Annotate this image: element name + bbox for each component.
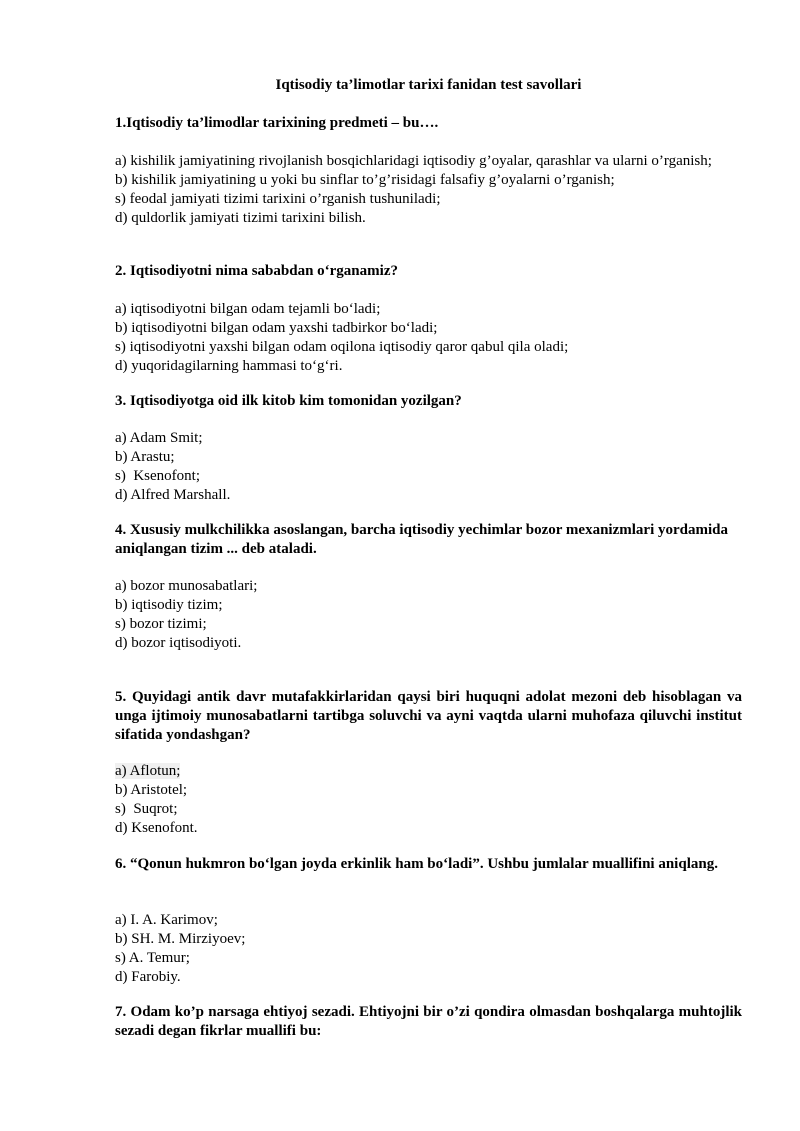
question-4-options [115, 577, 742, 653]
option-s: s) iqtisodiyotni yaxshi bilgan odam oqilona iqtisodiy qaror qabul qila oladi; [115, 339, 569, 355]
option-b: b) Arastu; [115, 449, 175, 465]
option-s: s) Suqrot; [115, 801, 178, 817]
question-6: 6. “Qonun hukmron bo‘lgan joyda erkinlik ham bo‘ladi”. Ushbu jumlalar muallifini aniqlang. [115, 856, 718, 872]
option-a: a) I. A. Karimov; [115, 912, 218, 928]
page-title: Iqtisodiy ta’limotlar tarixi fanidan test savollari [275, 77, 582, 93]
option-d: d) bozor iqtisodiyoti. [115, 635, 242, 651]
option-b: b) SH. M. Mirziyoev; [115, 931, 246, 947]
option-d: d) Ksenofont. [115, 820, 198, 836]
option-s: s) Ksenofont; [115, 468, 200, 484]
option-b: b) Aristotel; [115, 782, 188, 798]
option-d: d) yuqoridagilarning hammasi to‘g‘ri. [115, 358, 343, 374]
option-d: d) Farobiy. [115, 969, 181, 985]
question-2-options [115, 300, 742, 376]
option-a: a) bozor munosabatlari; [115, 578, 258, 594]
option-b: b) kishilik jamiyatining u yoki bu sinflar to’g’risidagi falsafiy g’oyalarni o’rganish; [115, 172, 615, 188]
option-a: a) kishilik jamiyatining rivojlanish bosqichlaridagi iqtisodiy g’oyalar, qarashlar va ularni o’rganish; [115, 153, 712, 169]
question-6-options [115, 911, 742, 987]
option-d: d) Alfred Marshall. [115, 487, 231, 503]
question-1-options [115, 152, 742, 228]
option-a: a) iqtisodiyotni bilgan odam tejamli bo‘ladi; [115, 301, 381, 317]
question-7: 7. Odam ko’p narsaga ehtiyoj sezadi. Ehtiyojni bir o’zi qondira olmasdan boshqalarga muhtojlik sezadi degan fikrlar muallifi bu: [115, 1004, 742, 1039]
option-d: d) quldorlik jamiyati tizimi tarixini bilish. [115, 210, 366, 226]
option-b: b) iqtisodiy tizim; [115, 597, 223, 613]
question-3: 3. Iqtisodiyotga oid ilk kitob kim tomonidan yozilgan? [115, 393, 462, 409]
option-s: s) A. Temur; [115, 950, 190, 966]
question-5-options [115, 762, 742, 838]
option-a: a) Aflotun; [115, 763, 181, 779]
option-b: b) iqtisodiyotni bilgan odam yaxshi tadbirkor bo‘ladi; [115, 320, 438, 336]
question-4: 4. Xususiy mulkchilikka asoslangan, barcha iqtisodiy yechimlar bozor mexanizmlari yordamida aniqlangan tizim ... deb ataladi. [115, 522, 728, 557]
option-s: s) feodal jamiyati tizimi tarixini o’rganish tushuniladi; [115, 191, 441, 207]
question-2: 2. Iqtisodiyotni nima sababdan o‘rganamiz? [115, 263, 398, 279]
option-a: a) Adam Smit; [115, 430, 203, 446]
question-1: 1.Iqtisodiy ta’limodlar tarixining predmeti – bu…. [115, 115, 439, 131]
option-s: s) bozor tizimi; [115, 616, 207, 632]
question-5: 5. Quyidagi antik davr mutafakkirlaridan qaysi biri huquqni adolat mezoni deb hisoblagan va unga ijtimoiy munosabatlarni tartibga soluvchi va ayni vaqtda ularni muhofaza qiluvchi institut sifatida yondashgan? [115, 689, 742, 743]
question-3-options [115, 429, 742, 505]
